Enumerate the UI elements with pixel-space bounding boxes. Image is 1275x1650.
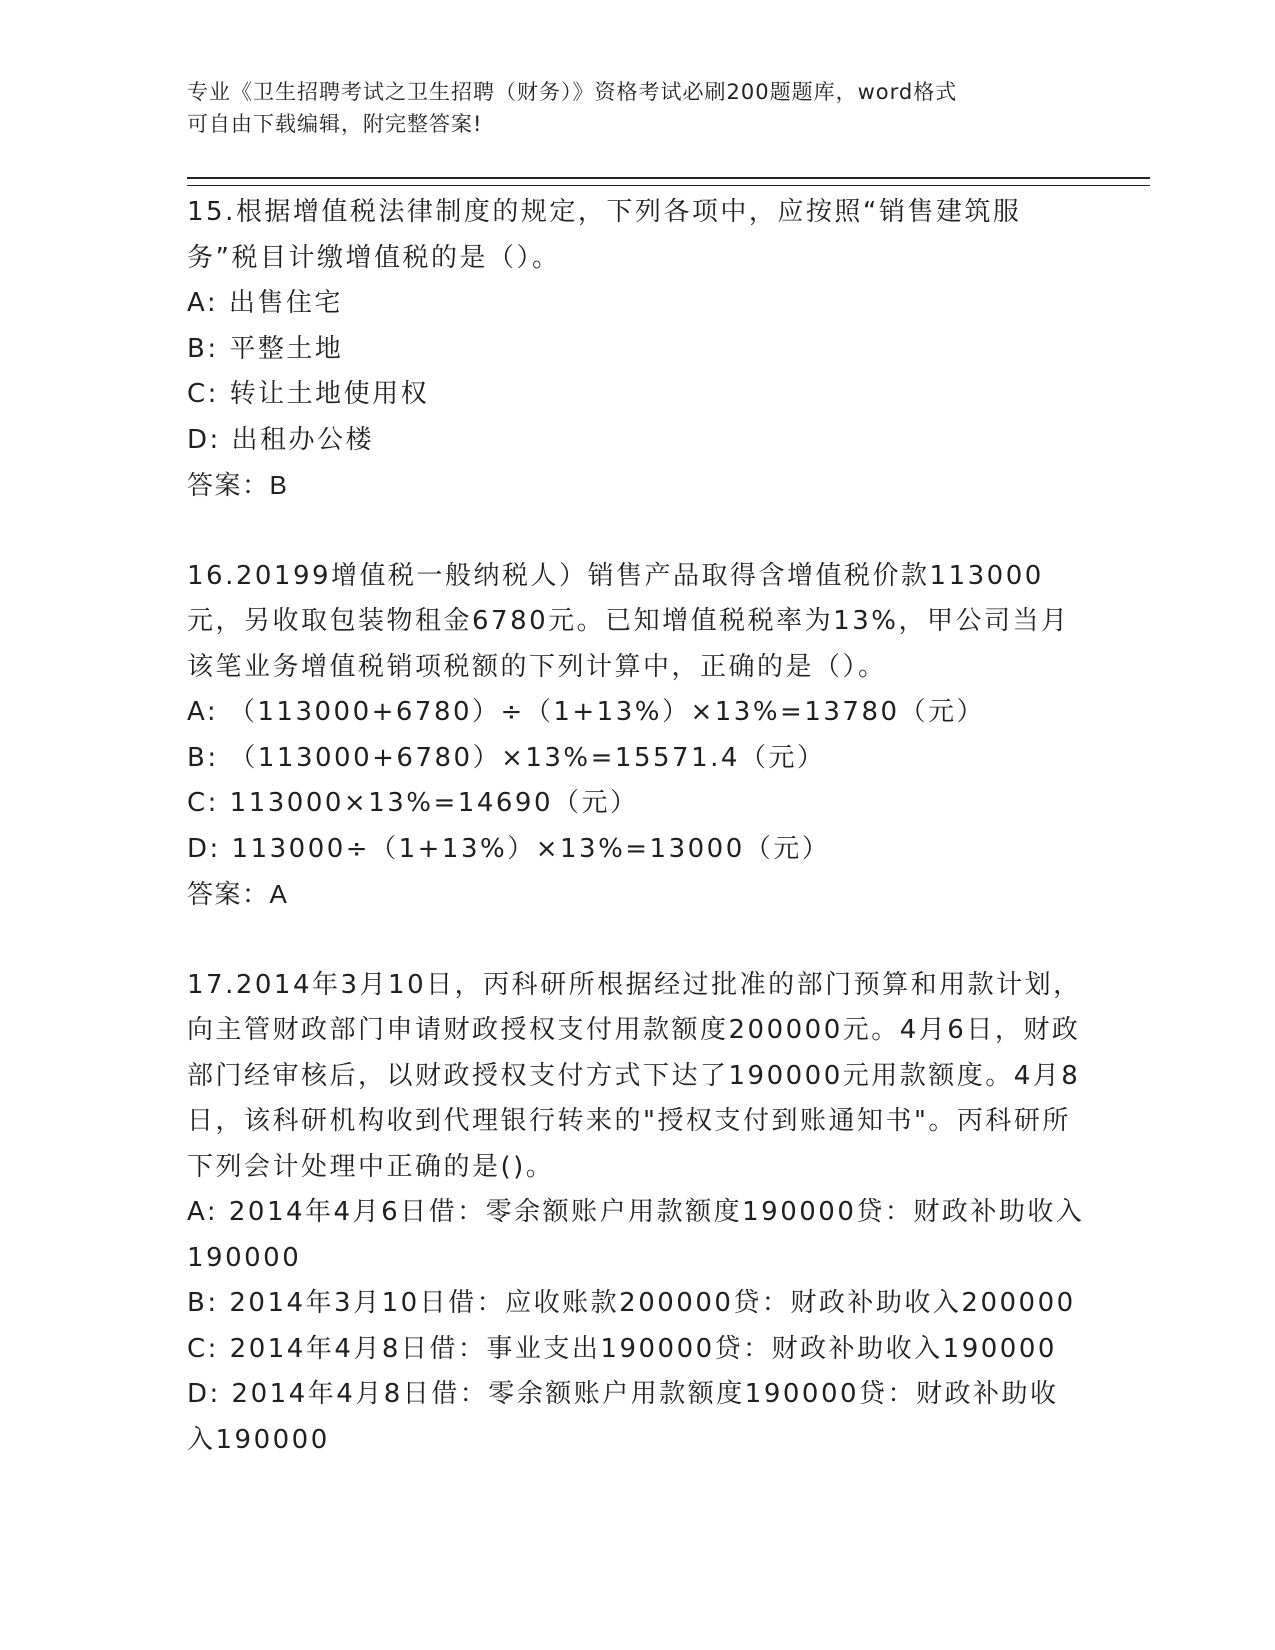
option-b: B: （113000+6780）×13%=15571.4（元）	[187, 742, 826, 773]
option-a: A: 出售住宅	[187, 288, 343, 318]
question-16	[187, 554, 1087, 918]
question-stem: 15.根据增值税法律制度的规定，下列各项中，应按照“销售建筑服务”税目计缴增值税的是（）。	[187, 197, 1022, 273]
spacer	[187, 918, 1087, 963]
spacer	[187, 509, 1087, 554]
question-stem: 17.2014年3月10日，丙科研所根据经过批准的部门预算和用款计划，向主管财政部门申请财政授权支付用款额度200000元。4月6日，财政部门经审核后，以财政授权支付方式下达了190000元用款额度。4月8日，该科研机构收到代理银行转来的"授权支付到账通知书"。丙科研所下列会计处理中正确的是()。	[187, 969, 1082, 1182]
question-15	[187, 190, 1087, 509]
header-divider	[187, 177, 1150, 186]
option-c: C: 2014年4月8日借：事业支出190000贷：财政补助收入190000	[187, 1333, 1057, 1364]
question-17	[187, 963, 1087, 1464]
option-d: D: 113000÷（1+13%）×13%=13000（元）	[187, 833, 831, 864]
answer-line: 答案：B	[187, 470, 289, 500]
header-line-1: 专业《卫生招聘考试之卫生招聘（财务）》资格考试必刷200题题库，word格式	[187, 80, 958, 104]
option-d: D: 2014年4月8日借：零余额账户用款额度190000贷：财政补助收入190000	[187, 1379, 1059, 1455]
question-stem: 16.20199增值税一般纳税人）销售产品取得含增值税价款113000元，另收取包装物租金6780元。已知增值税税率为13%，甲公司当月该笔业务增值税销项税额的下列计算中，正确的是（）。	[187, 560, 1070, 682]
option-c: C: 113000×13%=14690（元）	[187, 788, 639, 818]
option-b: B: 2014年3月10日借：应收账款200000贷：财政补助收入200000	[187, 1288, 1076, 1318]
option-b: B: 平整土地	[187, 333, 344, 364]
option-a: A: （113000+6780）÷（1+13%）×13%=13780（元）	[187, 697, 986, 727]
question-list	[187, 190, 1087, 1463]
option-c: C: 转让土地使用权	[187, 379, 430, 409]
document-header	[187, 76, 1067, 140]
answer-line: 答案：A	[187, 879, 289, 909]
header-line-2: 可自由下载编辑，附完整答案!	[187, 112, 483, 136]
option-d: D: 出租办公楼	[187, 424, 375, 455]
option-a: A: 2014年4月6日借：零余额账户用款额度190000贷：财政补助收入190000	[187, 1197, 1085, 1273]
